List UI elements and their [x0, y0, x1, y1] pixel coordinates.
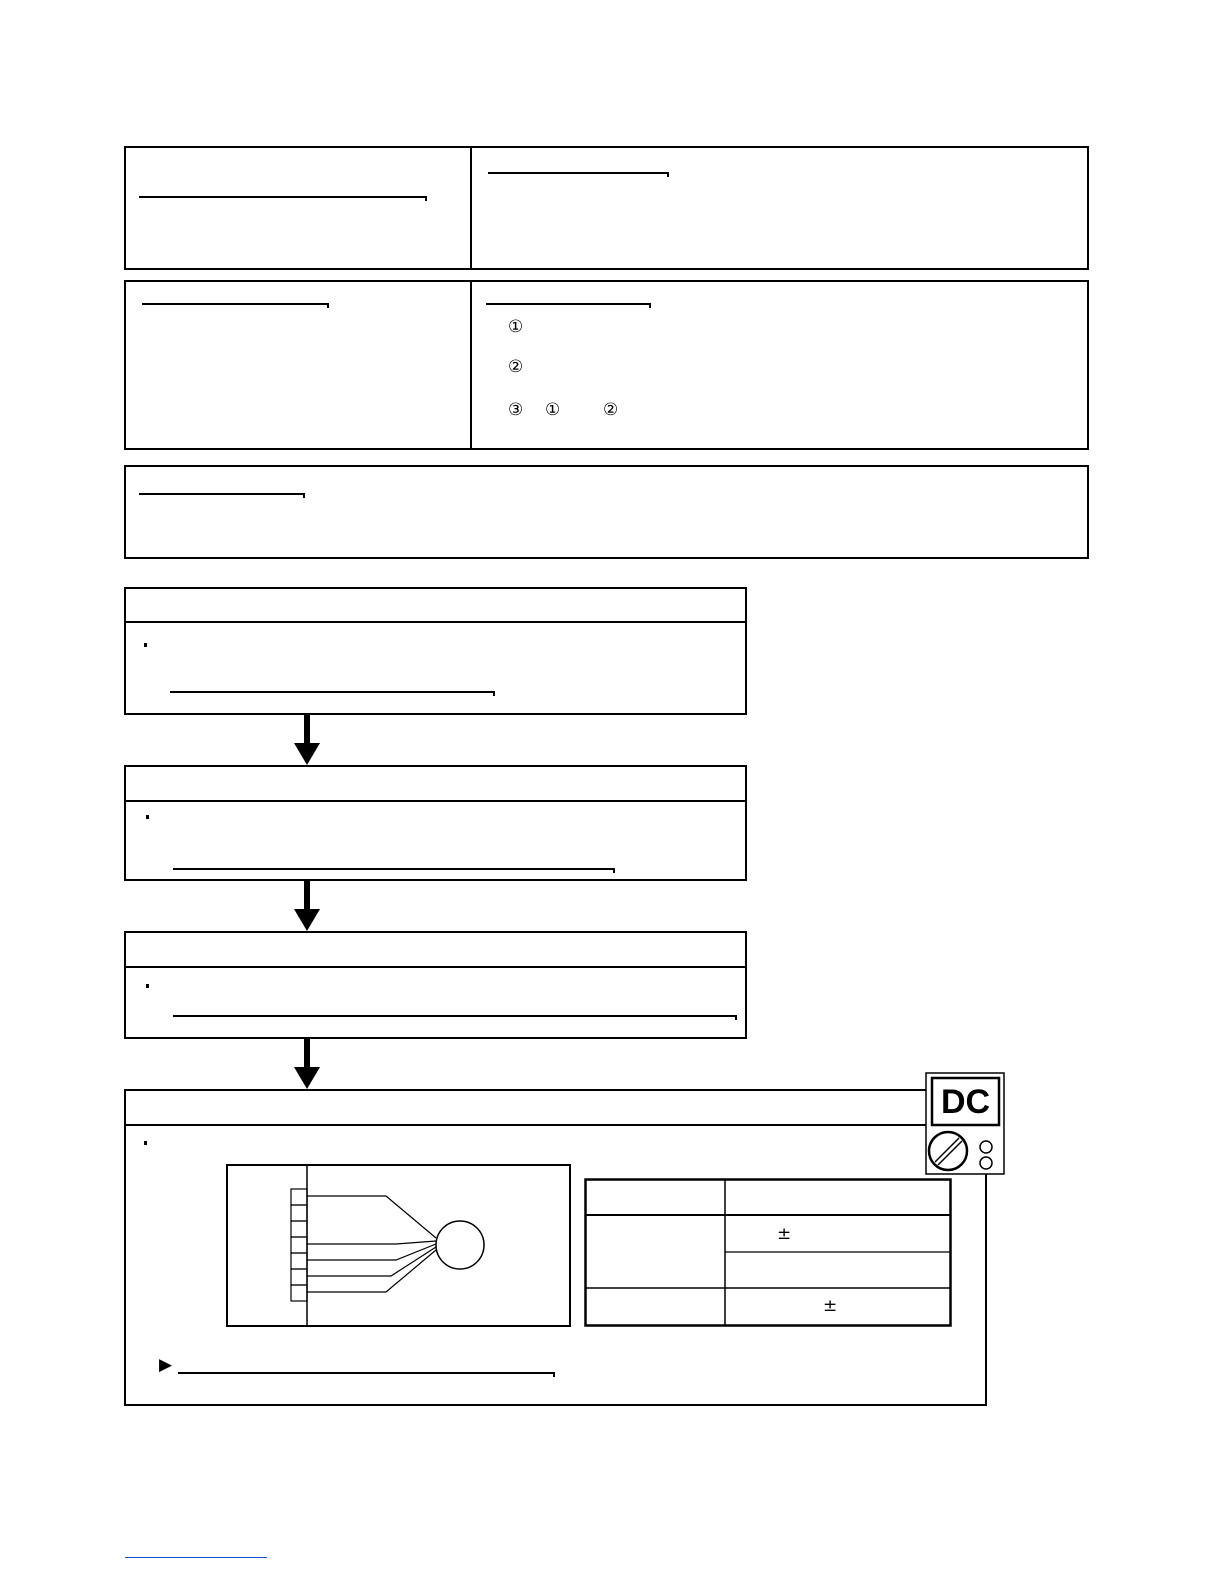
table-plus-minus-2: ±: [823, 1296, 838, 1316]
flow-arrow-2-head: [294, 909, 320, 931]
info-box-1: [124, 146, 1089, 270]
flow-arrow-2-shaft: [304, 881, 310, 911]
connector-pins: [291, 1189, 307, 1301]
step-marker-3-ref-1: ①: [545, 400, 561, 420]
flow-step-1-underline: [170, 691, 493, 693]
flow-step-4-bullet: [144, 1141, 147, 1145]
flow-step-2-header-line: [125, 800, 746, 802]
info-box-2-left-heading-line: [142, 303, 327, 305]
flow-step-3-header-line: [125, 966, 746, 968]
flow-step-2: [124, 765, 747, 881]
info-box-3: [124, 465, 1089, 559]
connector-diagram-frame: [227, 1165, 570, 1326]
flow-step-1: [124, 587, 747, 715]
step-marker-1: ①: [508, 317, 524, 337]
flow-step-3-underline: [173, 1015, 735, 1017]
multimeter-dc-label: DC: [940, 1083, 991, 1121]
info-box-2-right-heading-line: [486, 303, 649, 305]
flow-arrow-3-head: [294, 1067, 320, 1089]
flow-step-4-header-line: [125, 1124, 927, 1126]
info-box-1-right-heading-line: [488, 172, 667, 174]
step-marker-2: ②: [508, 357, 524, 377]
flow-step-1-bullet: [144, 643, 147, 647]
info-box-1-left-heading-line: [139, 196, 425, 198]
step-marker-3-ref-2: ②: [603, 400, 619, 420]
step-marker-3: ③: [508, 400, 524, 420]
flow-arrow-1-head: [294, 743, 320, 765]
motor-circle: [436, 1221, 484, 1269]
flow-step-3: [124, 931, 747, 1039]
flow-step-1-header-line: [125, 621, 746, 623]
flow-step-3-bullet: [146, 984, 149, 988]
flow-step-2-underline: [173, 868, 613, 870]
connector-diagram: [226, 1164, 571, 1327]
multimeter-icon: [925, 1072, 1005, 1175]
triangle-bullet-icon: ▶: [159, 1355, 173, 1375]
footer-link-underline: [125, 1557, 267, 1558]
info-box-1-divider: [470, 147, 472, 269]
table-plus-minus-1: ±: [777, 1224, 792, 1244]
connector-wires: [307, 1196, 436, 1292]
info-box-3-heading-line: [139, 493, 303, 495]
info-box-2: [124, 280, 1089, 450]
flow-arrow-3-shaft: [304, 1039, 310, 1069]
flow-step-4-underline: [178, 1372, 553, 1374]
measurement-table: [584, 1178, 952, 1327]
flow-arrow-1-shaft: [304, 715, 310, 745]
info-box-2-divider: [470, 281, 472, 449]
flow-step-2-bullet: [146, 815, 149, 819]
